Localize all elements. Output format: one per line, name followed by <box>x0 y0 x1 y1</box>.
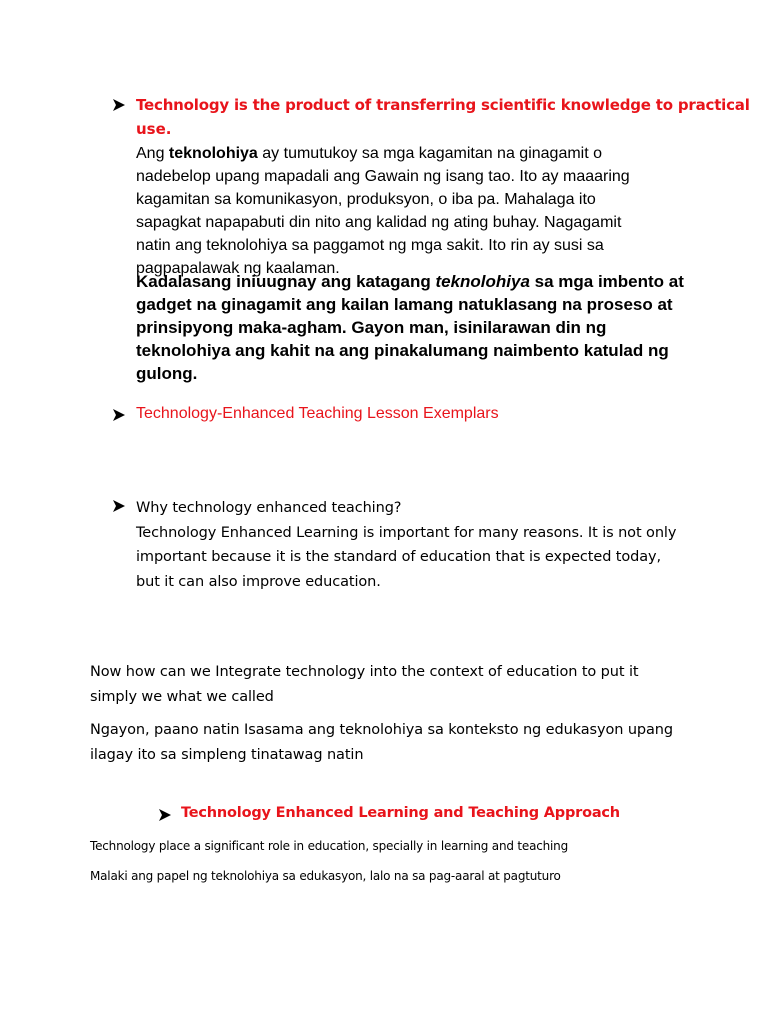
para1-line-5: natin ang teknolohiya sa paggamot ng mga sakit. Ito rin ay susi sa <box>136 237 604 254</box>
para1-line-4: sapagkat napapabuti din nito ang kalidad ng ating buhay. Nagagamit <box>136 214 622 231</box>
para2-line-3: prinsipyong maka-agham. Gayon man, isinilarawan din ng <box>136 318 607 337</box>
section3-heading: Why technology enhanced teaching? <box>136 500 402 516</box>
section4-en-line-2: simply we what we called <box>90 688 274 705</box>
section3-line-2: important because it is the standard of education that is expected today, <box>136 549 662 565</box>
para2-line-4: teknolohiya ang kahit na ang pinakalumang naimbento katulad ng <box>136 341 669 360</box>
section4-tl-line-2: ilagay ito sa simpleng tinatawag natin <box>90 746 364 763</box>
para1-line-6: pagpapalawak ng kaalaman. <box>136 260 340 277</box>
para1-line-1: Ang teknolohiya ay tumutukoy sa mga kagamitan na ginagamit o <box>136 145 603 162</box>
section4-en-line-1: Now how can we Integrate technology into the context of education to put it <box>90 664 639 680</box>
section4-tagalog <box>90 718 673 767</box>
para2-line-1: Kadalasang iniuugnay ang katagang teknolohiya sa mga imbento at <box>136 272 684 291</box>
arrowhead-bullet-icon <box>112 499 126 513</box>
term-teknolohiya-italic: teknolohiya <box>435 272 530 291</box>
section2-heading: Technology-Enhanced Teaching Lesson Exemplars <box>136 405 499 422</box>
para2-line-2: gadget na ginagamit ang kailan lamang natuklasang na proseso at <box>136 295 673 314</box>
section3-block <box>136 496 676 594</box>
section1-heading-cont: use. <box>136 120 172 138</box>
section5-english-line: Technology place a significant role in education, specially in learning and teaching <box>90 839 568 853</box>
section4-english <box>90 660 639 709</box>
section4-tl-line-1: Ngayon, paano natin Isasama ang teknolohiya sa konteksto ng edukasyon upang <box>90 722 673 738</box>
section1-paragraph-2 <box>136 270 684 385</box>
section3-line-3: but it can also improve education. <box>136 573 381 590</box>
arrowhead-bullet-icon <box>158 808 172 822</box>
section5-tagalog-line: Malaki ang papel ng teknolohiya sa edukasyon, lalo na sa pag-aaral at pagtuturo <box>90 869 561 883</box>
para1-line-3: kagamitan sa komunikasyon, produksyon, o iba pa. Mahalaga ito <box>136 191 596 208</box>
para2-line-5: gulong. <box>136 364 198 383</box>
section1-heading: Technology is the product of transferring scientific knowledge to practical <box>136 96 750 114</box>
para1-line-2: nadebelop upang mapadali ang Gawain ng isang tao. Ito ay maaaring <box>136 168 630 185</box>
section1-paragraph-1 <box>136 142 630 280</box>
section3-line-1: Technology Enhanced Learning is important for many reasons. It is not only <box>136 524 677 541</box>
arrowhead-bullet-icon <box>112 98 126 112</box>
arrowhead-bullet-icon <box>112 408 126 422</box>
term-teknolohiya: teknolohiya <box>168 145 258 162</box>
section5-heading: Technology Enhanced Learning and Teaching Approach <box>181 805 620 821</box>
